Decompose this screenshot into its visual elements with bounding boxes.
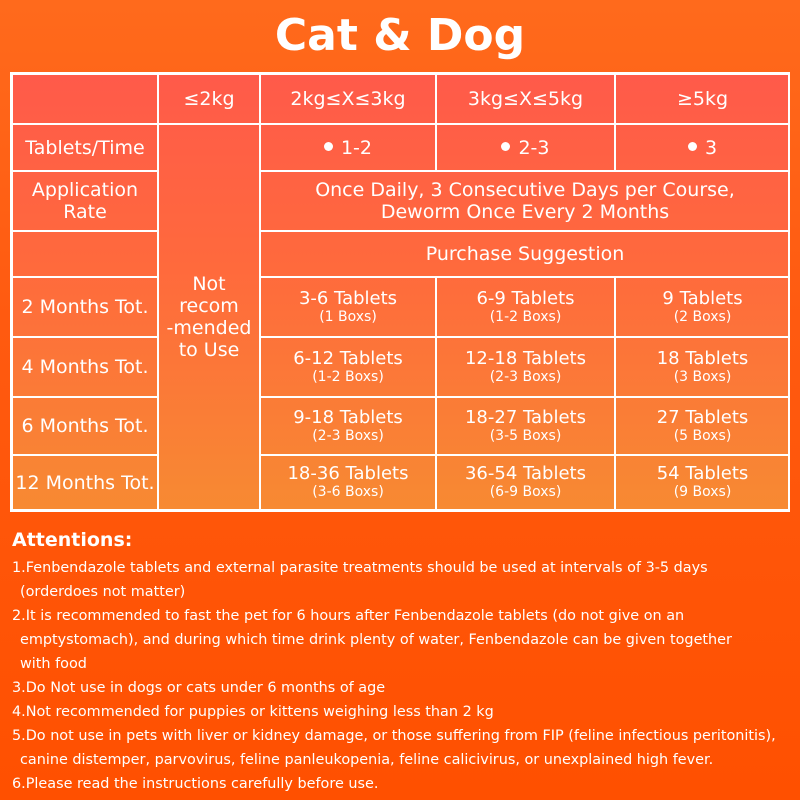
header-empty-cell bbox=[12, 74, 158, 124]
attention-line: 6.Please read the instructions carefully before use. bbox=[12, 776, 379, 792]
attentions-title: Attentions: bbox=[12, 529, 133, 551]
purchase-suggestion-cell bbox=[260, 231, 790, 277]
dose-tablets: 27 Tablets bbox=[656, 406, 749, 428]
row-label: 12 Months Tot. bbox=[15, 471, 155, 494]
header-weight-ge5 bbox=[615, 74, 790, 124]
dose-boxes: (9 Boxs) bbox=[673, 484, 732, 500]
attention-line: 4.Not recommended for puppies or kittens weighing less than 2 kg bbox=[12, 704, 494, 720]
attention-item bbox=[12, 604, 792, 676]
attention-line: 3.Do Not use in dogs or cats under 6 months of age bbox=[12, 680, 386, 696]
header-weight-2-3 bbox=[260, 74, 436, 124]
attention-line: 1.Fenbendazole tablets and external parasite treatments should be used at intervals of 3-5 days bbox=[12, 560, 708, 576]
row-label-12-months bbox=[12, 455, 158, 510]
purchase-suggestion-label: Purchase Suggestion bbox=[425, 243, 625, 265]
row-label-4-months bbox=[12, 337, 158, 397]
application-rate-line: Deworm Once Every 2 Months bbox=[380, 201, 670, 223]
dose-boxes: (5 Boxs) bbox=[673, 427, 732, 444]
header-label: ≥5kg bbox=[676, 88, 729, 110]
dose-cell bbox=[615, 337, 790, 397]
dose-tablets: 54 Tablets bbox=[656, 463, 749, 484]
bullet-icon bbox=[688, 142, 697, 151]
header-label: 2kg≤X≤3kg bbox=[290, 88, 406, 110]
dose-tablets: 18-27 Tablets bbox=[464, 406, 586, 428]
dose-tablets: 36-54 Tablets bbox=[464, 463, 586, 484]
header-label: 3kg≤X≤5kg bbox=[467, 88, 584, 110]
not-recommended-line: -mended bbox=[166, 317, 252, 339]
header-label: ≤2kg bbox=[183, 88, 235, 110]
dose-boxes: (3 Boxs) bbox=[673, 368, 732, 385]
row-label-line: Application bbox=[31, 179, 139, 201]
attention-item bbox=[12, 772, 792, 796]
dose-cell bbox=[615, 397, 790, 455]
dose-boxes: (1-2 Boxs) bbox=[489, 308, 562, 325]
dose-boxes: (3-6 Boxs) bbox=[312, 484, 384, 500]
attentions-section bbox=[12, 528, 792, 796]
dose-cell bbox=[436, 397, 615, 455]
attention-line: emptystomach), and during which time drink plenty of water, Fenbendazole can be given together bbox=[20, 632, 732, 648]
tablets-cell bbox=[260, 124, 436, 171]
dose-cell bbox=[260, 455, 436, 510]
dose-boxes: (2-3 Boxs) bbox=[489, 368, 562, 385]
tablets-cell bbox=[436, 124, 615, 171]
dose-tablets: 3-6 Tablets bbox=[298, 287, 398, 309]
dose-boxes: (2-3 Boxs) bbox=[312, 427, 384, 444]
dose-cell bbox=[436, 455, 615, 510]
dose-cell bbox=[615, 455, 790, 510]
tablets-value: 1-2 bbox=[340, 136, 373, 159]
attention-line: 5.Do not use in pets with liver or kidney damage, or those suffering from FIP (feline infectious peritonitis), bbox=[12, 728, 776, 744]
attention-line: (orderdoes not matter) bbox=[20, 584, 186, 600]
row-label-2-months bbox=[12, 277, 158, 337]
dose-tablets: 6-12 Tablets bbox=[293, 347, 403, 369]
dose-cell bbox=[436, 277, 615, 337]
tablets-cell bbox=[615, 124, 790, 171]
dose-cell bbox=[260, 337, 436, 397]
row-label: 6 Months Tot. bbox=[21, 415, 149, 437]
dose-tablets: 9-18 Tablets bbox=[293, 406, 403, 428]
attention-line: canine distemper, parvovirus, feline panleukopenia, feline calicivirus, or unexplained high fever. bbox=[20, 752, 714, 768]
row-label: 2 Months Tot. bbox=[21, 296, 149, 318]
purchase-empty-cell bbox=[12, 231, 158, 277]
dose-boxes: (2 Boxs) bbox=[673, 308, 732, 325]
not-recommended-line: Not bbox=[192, 273, 226, 295]
dose-boxes: (1-2 Boxs) bbox=[312, 368, 384, 385]
application-rate-line: Once Daily, 3 Consecutive Days per Course, bbox=[315, 179, 735, 201]
attention-item bbox=[12, 724, 792, 772]
bullet-icon bbox=[501, 142, 510, 151]
not-recommended-line: recom bbox=[179, 295, 239, 317]
dose-cell bbox=[436, 337, 615, 397]
dose-tablets: 6-9 Tablets bbox=[476, 287, 575, 309]
dose-tablets: 18 Tablets bbox=[656, 347, 749, 369]
tablets-value: 2-3 bbox=[518, 136, 550, 159]
row-label: 4 Months Tot. bbox=[21, 356, 149, 378]
dose-cell bbox=[260, 277, 436, 337]
header-weight-3-5 bbox=[436, 74, 615, 124]
not-recommended-line: to Use bbox=[178, 339, 240, 361]
attention-item bbox=[12, 676, 792, 700]
dose-tablets: 12-18 Tablets bbox=[464, 347, 586, 369]
row-label-6-months bbox=[12, 397, 158, 455]
attention-item bbox=[12, 700, 792, 724]
dose-tablets: 9 Tablets bbox=[662, 287, 743, 309]
attention-item bbox=[12, 556, 792, 604]
not-recommended-cell bbox=[158, 124, 260, 510]
attention-line: 2.It is recommended to fast the pet for 6 hours after Fenbendazole tablets (do not give on an bbox=[12, 608, 685, 624]
page-title: Cat & Dog bbox=[274, 10, 526, 61]
row-label-line: Rate bbox=[63, 201, 107, 223]
application-rate-cell bbox=[260, 171, 790, 231]
bullet-icon bbox=[324, 142, 333, 151]
dose-boxes: (6-9 Boxs) bbox=[489, 484, 562, 500]
dosage-table bbox=[10, 72, 790, 512]
dose-cell bbox=[615, 277, 790, 337]
dose-boxes: (1 Boxs) bbox=[319, 308, 377, 325]
row-label-application-rate bbox=[12, 171, 158, 231]
tablets-value: 3 bbox=[704, 136, 718, 159]
dose-boxes: (3-5 Boxs) bbox=[489, 427, 562, 444]
row-label: Tablets/Time bbox=[25, 136, 145, 159]
attention-line: with food bbox=[20, 656, 87, 672]
row-label-tablets bbox=[12, 124, 158, 171]
dose-tablets: 18-36 Tablets bbox=[287, 463, 409, 484]
dose-cell bbox=[260, 397, 436, 455]
header-weight-le2 bbox=[158, 74, 260, 124]
